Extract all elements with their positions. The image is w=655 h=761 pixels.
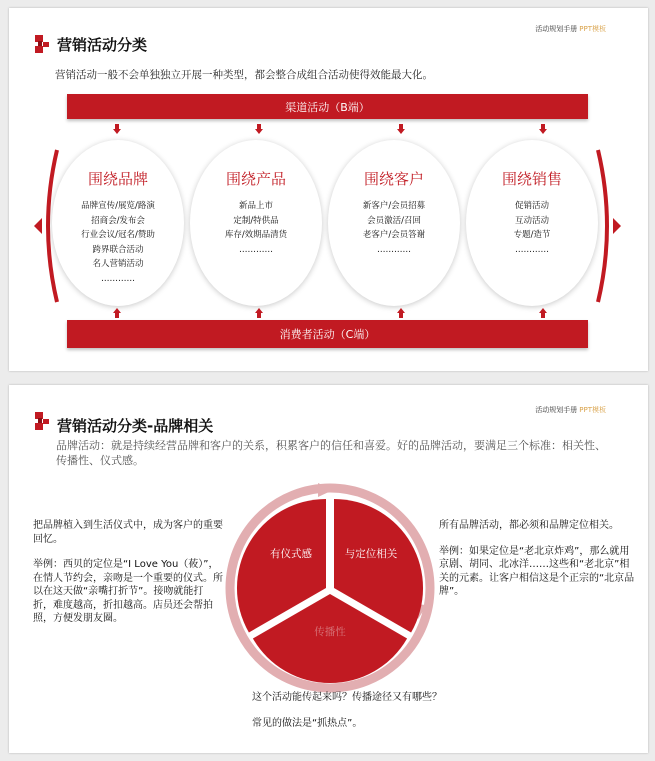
list-item: 名人营销活动 — [92, 259, 144, 269]
group-title: 围绕客户 — [363, 170, 424, 188]
list-item: 促销活动 — [514, 201, 549, 211]
intro-text: 品牌活动：就是持续经营品牌和客户的关系，积累客户的信任和喜爱。好的品牌活动，要满足三个标准：相关性、传播性、仪式感。 — [56, 439, 606, 467]
group-sales — [466, 140, 598, 306]
ritual-summary: 把品牌植入到生活仪式中，成为客户的重要回忆。 — [33, 520, 223, 545]
pie-label-relevance: 与定位相关 — [344, 548, 398, 560]
list-item: 定制/特供品 — [233, 215, 279, 226]
list-item: 库存/效期品清货 — [224, 230, 288, 240]
group-brand — [52, 140, 184, 306]
pie-label-ritual: 有仪式感 — [270, 548, 312, 560]
page-title: 营销活动分类-品牌相关 — [57, 417, 214, 435]
list-item: ………… — [515, 244, 549, 255]
list-item: 老客户/会员答谢 — [362, 230, 426, 240]
list-item: 新品上市 — [238, 201, 273, 211]
group-product — [190, 140, 322, 306]
header-tag: 活动规划手册 PPT模板 — [535, 406, 606, 414]
consumer-activity-bar: 消费者活动（C端） — [67, 320, 588, 348]
relevance-summary: 所有品牌活动，都必须和品牌定位相关。 — [439, 520, 619, 531]
list-item: ………… — [239, 244, 273, 255]
ritual-example: 举例：西贝的定位是“I Love You（莜）”，在情人节约会，亲吻是一个重要的仪式。所以在这天做“亲嘴打折节”。接吻就能打折，难度越高，折扣越高。店员还会帮拍照，方便发朋友圈。 — [33, 559, 223, 624]
spread-practice: 常见的做法是“抓热点”。 — [252, 718, 363, 729]
down-arrow-icon — [113, 124, 121, 134]
relevance-description — [439, 519, 635, 611]
slide-brand-activities — [9, 385, 648, 753]
brand-logo-icon — [35, 412, 49, 430]
list-item: 品牌宣传/展览/路演 — [81, 201, 155, 211]
subtitle: 营销活动一般不会单独独立开展一种类型，都会整合成组合活动使得效能最大化。 — [55, 69, 433, 81]
brand-logo-icon — [35, 35, 49, 53]
list-item: 跨界联合活动 — [92, 244, 144, 255]
list-item: 行业会议/冠名/赞助 — [81, 230, 155, 240]
down-arrow-icon — [539, 124, 547, 134]
group-customer — [328, 140, 460, 306]
right-arc-arrow-icon — [594, 146, 624, 306]
relevance-example: 举例：如果定位是“老北京炸鸡”，那么就用京剧、胡同、北冰洋……这些和“老北京”相关的元素。让客户相信这是个正宗的“北京品牌”。 — [439, 545, 635, 597]
list-item: 互动活动 — [514, 215, 549, 226]
list-item: 专题/造节 — [513, 230, 551, 240]
brand-standards-pie — [219, 477, 441, 699]
up-arrow-icon — [113, 308, 121, 318]
up-arrow-icon — [255, 308, 263, 318]
group-title: 围绕产品 — [225, 170, 286, 188]
page-title: 营销活动分类 — [57, 36, 148, 54]
group-title: 围绕品牌 — [87, 170, 148, 188]
down-arrow-icon — [397, 124, 405, 134]
list-item: 新客户/会员招募 — [362, 201, 426, 211]
pie-label-spread: 传播性 — [314, 626, 346, 638]
channel-activity-bar: 渠道活动（B端） — [67, 94, 588, 119]
slide-marketing-categories — [9, 8, 648, 371]
up-arrow-icon — [397, 308, 405, 318]
up-arrow-icon — [539, 308, 547, 318]
header-tag: 活动规划手册 PPT模板 — [535, 25, 606, 33]
down-arrow-icon — [255, 124, 263, 134]
list-item: 招商会/发布会 — [91, 215, 145, 226]
ritual-description — [33, 519, 223, 638]
list-item: ………… — [101, 273, 135, 284]
spread-question: 这个活动能传起来吗？传播途径又有哪些？ — [252, 692, 442, 703]
group-title: 围绕销售 — [501, 170, 562, 188]
list-item: 会员激活/召回 — [367, 215, 421, 226]
list-item: ………… — [377, 244, 411, 255]
